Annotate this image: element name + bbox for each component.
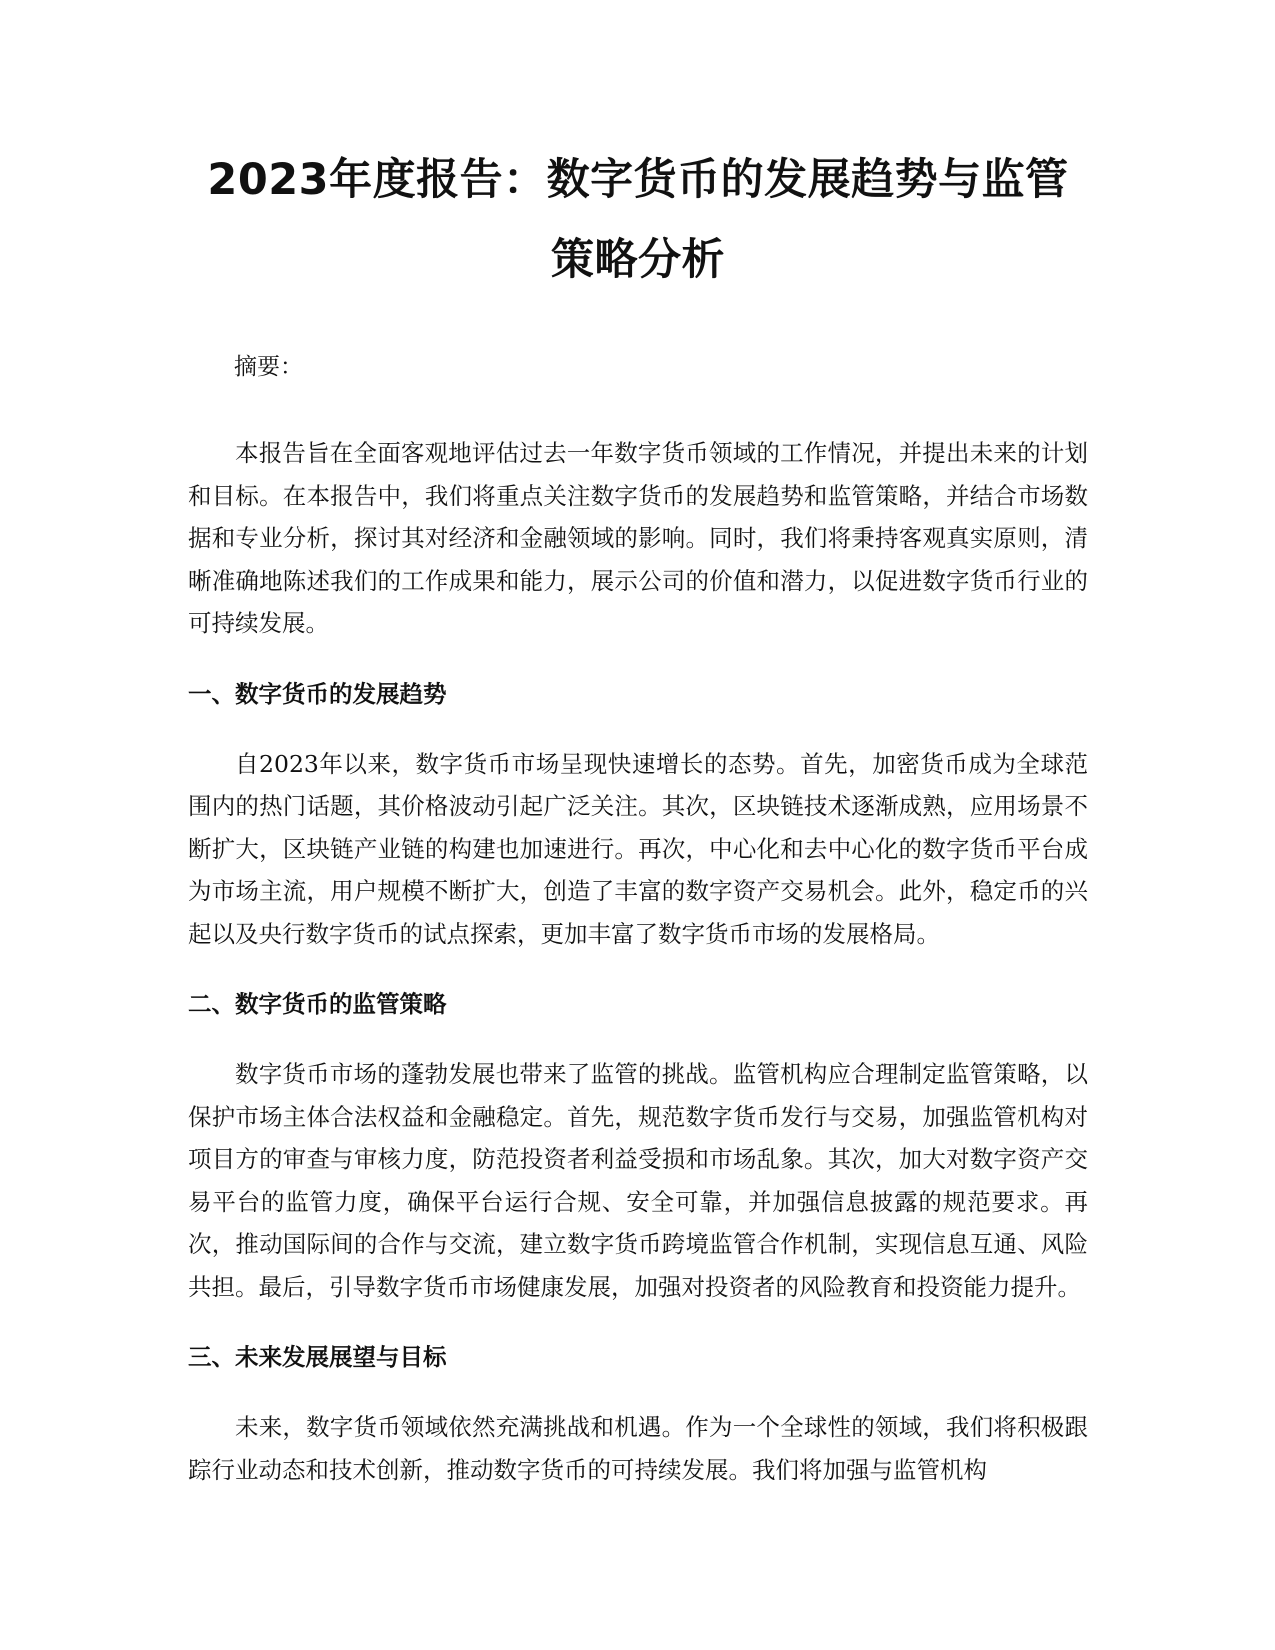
section-2-paragraph: 数字货币市场的蓬勃发展也带来了监管的挑战。监管机构应合理制定监管策略，以保护市场主体合法权益和金融稳定。首先，规范数字货币发行与交易，加强监管机构对项目方的审查与审核力度，防范投资者利益受损和市场乱象。其次，加大对数字资产交易平台的监管力度，确保平台运行合规、安全可靠，并加强信息披露的规范要求。再次，推动国际间的合作与交流，建立数字货币跨境监管合作机制，实现信息互通、风险共担。最后，引导数字货币市场健康发展，加强对投资者的风险教育和投资能力提升。 [188, 1060, 1088, 1301]
section-3-heading: 三、未来发展展望与目标 [188, 1343, 447, 1371]
section-3-paragraph: 未来，数字货币领域依然充满挑战和机遇。作为一个全球性的领域，我们将积极跟踪行业动态和技术创新，推动数字货币的可持续发展。我们将加强与监管机构 [188, 1413, 1088, 1484]
abstract-paragraph: 本报告旨在全面客观地评估过去一年数字货币领域的工作情况，并提出未来的计划和目标。在本报告中，我们将重点关注数字货币的发展趋势和监管策略，并结合市场数据和专业分析，探讨其对经济和金融领域的影响。同时，我们将秉持客观真实原则，清晰准确地陈述我们的工作成果和能力，展示公司的价值和潜力，以促进数字货币行业的可持续发展。 [188, 439, 1088, 637]
document-title [188, 140, 1088, 300]
title-line-1: 2023年度报告：数字货币的发展趋势与监管 [207, 155, 1069, 205]
section-2-heading: 二、数字货币的监管策略 [188, 990, 447, 1018]
abstract-label: 摘要： [234, 354, 303, 380]
title-line-2: 策略分析 [551, 235, 725, 285]
section-1-paragraph: 自2023年以来，数字货币市场呈现快速增长的态势。首先，加密货币成为全球范围内的热门话题，其价格波动引起广泛关注。其次，区块链技术逐渐成熟，应用场景不断扩大，区块链产业链的构建也加速进行。再次，中心化和去中心化的数字货币平台成为市场主流，用户规模不断扩大，创造了丰富的数字资产交易机会。此外，稳定币的兴起以及央行数字货币的试点探索，更加丰富了数字货币市场的发展格局。 [188, 749, 1088, 948]
document-page [188, 140, 1088, 1519]
section-1-heading: 一、数字货币的发展趋势 [188, 679, 447, 708]
